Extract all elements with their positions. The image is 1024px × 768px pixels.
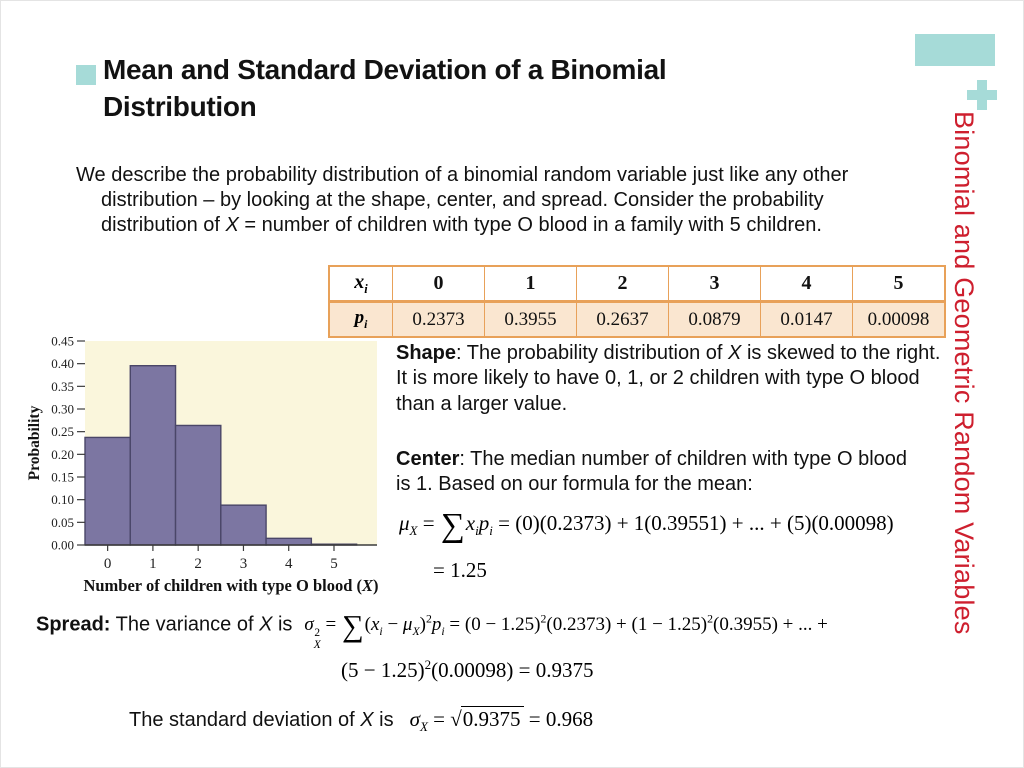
svg-text:0.20: 0.20 [51, 446, 74, 462]
chapter-vertical-title: Binomial and Geometric Random Variables [949, 111, 979, 635]
variance-formula-line2: $(5 - 1.25)^2(0.00098) = 0.9375$ [341, 657, 594, 682]
mean-formula-line2: = 1.25 [433, 558, 487, 582]
intro-text-pre: We describe the probability distribution of a binomial random variable just like any other distribution – by looking at the shape, center, and spread. Consider the probability distribution of [76, 164, 849, 237]
svg-text:0.45: 0.45 [51, 333, 74, 349]
svg-text:0.25: 0.25 [51, 424, 74, 440]
plus-icon [967, 80, 997, 110]
svg-text:0.05: 0.05 [51, 514, 74, 530]
title-bullet-icon [76, 65, 96, 85]
table-row-x [329, 266, 945, 302]
svg-text:5: 5 [330, 556, 338, 572]
sd-text-pre: The standard deviation of [129, 709, 361, 731]
center-paragraph [396, 447, 912, 498]
svg-text:3: 3 [239, 556, 248, 572]
svg-text:0.10: 0.10 [51, 492, 74, 508]
table-cell: 2 [577, 266, 669, 302]
table-cell: 0.00098 [853, 302, 946, 338]
svg-text:4: 4 [284, 556, 293, 572]
sd-text-post: is [373, 709, 394, 731]
center-text: : The median number of children with type O blood is 1. Based on our formula for the mean: [396, 448, 908, 496]
probability-histogram [25, 333, 383, 601]
spread-paragraph [36, 608, 996, 652]
table-cell: 0.0147 [761, 302, 853, 338]
shape-lead: Shape [396, 342, 457, 364]
svg-text:Probability: Probability [26, 405, 43, 481]
mean-formula-line1: $\mu_X = \sum x_ip_i = (0)(0.2373) + 1(0.39551)$ + ... + (5)(0.00098) [399, 507, 894, 545]
svg-text:0.00: 0.00 [51, 537, 74, 553]
svg-text:0.35: 0.35 [51, 378, 74, 394]
intro-paragraph [76, 163, 898, 239]
table-header-pi: $p_i$ [329, 302, 393, 338]
shape-text-post: is skewed to the right. It is more likely to have 0, 1, or 2 children with type O blood than a larger value. [396, 342, 941, 415]
table-cell: 1 [485, 266, 577, 302]
svg-text:1: 1 [149, 556, 157, 572]
sd-variable: X [360, 709, 374, 731]
svg-text:0.30: 0.30 [51, 401, 74, 417]
intro-variable: X [225, 214, 239, 237]
center-lead: Center [396, 448, 460, 470]
shape-variable: X [728, 342, 742, 364]
spread-variable: X [259, 613, 273, 636]
table-header-xi: $x_i$ [329, 266, 393, 302]
table-cell: 4 [761, 266, 853, 302]
table-cell: 0.0879 [669, 302, 761, 338]
table-cell: 3 [669, 266, 761, 302]
table-row-p [329, 302, 945, 338]
svg-text:2: 2 [194, 556, 202, 572]
svg-text:0.40: 0.40 [51, 356, 74, 372]
variance-formula-line1: σ 2 X = $\sum(x_i - \mu_X)^2p_i = (0 - 1.25)^2(0.2373) + (1 - 1.25)^2(0.3955)$ + ... + [304, 608, 828, 651]
page-title: Mean and Standard Deviation of a Binomial Distribution [103, 54, 667, 123]
sd-formula: $\sigma_X = √0.9375 = 0.968$ [409, 707, 594, 735]
table-cell: 0.3955 [485, 302, 577, 338]
svg-text:0: 0 [103, 556, 112, 572]
sd-paragraph [129, 707, 593, 735]
svg-text:Number of children with type O: Number of children with type O blood (X) [83, 576, 379, 595]
shape-text-pre: : The probability distribution of [456, 342, 729, 364]
table-cell: 0.2373 [393, 302, 485, 338]
svg-text:0.15: 0.15 [51, 469, 74, 485]
spread-text-pre: The variance of [110, 613, 260, 636]
table-cell: 0.2637 [577, 302, 669, 338]
intro-text-post: = number of children with type O blood in a family with 5 children. [238, 214, 822, 237]
shape-paragraph [396, 341, 948, 417]
probability-table [328, 265, 946, 338]
table-cell: 0 [393, 266, 485, 302]
spread-text-post: is [272, 613, 293, 636]
plus-icon-vertical-bar [977, 80, 987, 110]
spread-lead: Spread: [36, 613, 111, 636]
accent-rectangle [915, 34, 995, 66]
table-cell: 5 [853, 266, 946, 302]
